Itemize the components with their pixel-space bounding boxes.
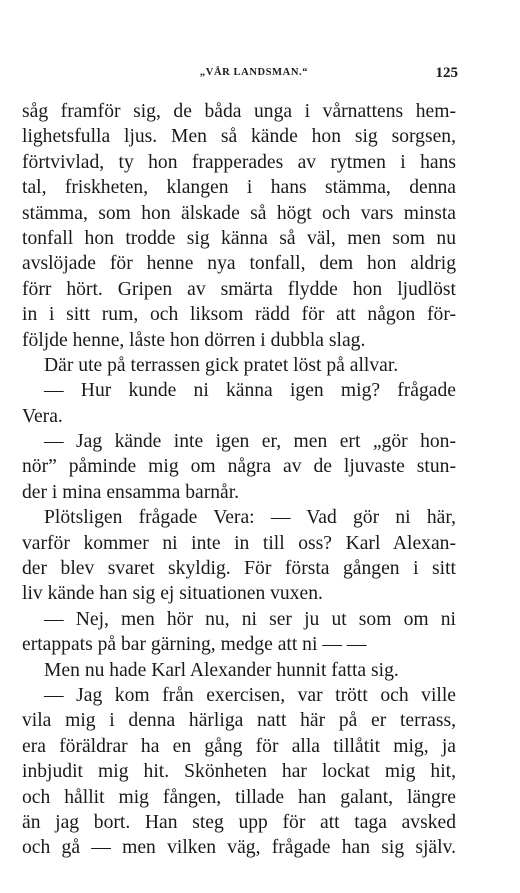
text-line: — Hur kunde ni känna igen mig? frågade — [44, 380, 456, 402]
running-head — [50, 63, 458, 83]
text-line: såg framför sig, de båda unga i vårnattens hem- — [22, 101, 456, 122]
text-line: — Nej, men hör nu, ni ser ju ut som om ni — [44, 608, 456, 630]
text-line: och gå — men vilken väg, frågade han sig själv. — [22, 837, 456, 859]
text-line: in i sitt rum, och liksom rädd för att någon för- — [22, 304, 456, 326]
text-line: era föräldrar ha en gång för alla tillåtit mig, ja — [22, 735, 456, 757]
text-line: inbjudit mig hit. Skönheten har lockat mig hit, — [22, 761, 456, 783]
running-title: „VÅR LANDSMAN.“ — [199, 67, 309, 78]
text-line: liv kände han sig ej situationen vuxen. — [22, 583, 323, 605]
text-line: Vera. — [22, 405, 63, 427]
text-line: stämma, som hon älskade så högt och vars minsta — [22, 202, 456, 224]
body-text — [22, 99, 456, 861]
text-line: avslöjade för henne nya tonfall, dem hon aldrig — [22, 253, 456, 275]
page-number: 125 — [435, 65, 458, 81]
text-line: förtvivlad, ty hon frapperades av rytmen i hans — [22, 151, 456, 173]
text-line: — Jag kände inte igen er, men ert „gör hon- — [44, 431, 456, 453]
text-line: varför kommer ni inte in till oss? Karl Alexan- — [22, 532, 456, 554]
text-line: förr hört. Gripen av smärta flydde hon ljudlöst — [22, 278, 456, 300]
text-line: än jag bort. Han steg upp för att taga avsked — [22, 811, 456, 833]
text-line: ertappats på bar gärning, medge att ni — — — [22, 634, 367, 656]
text-line: följde henne, låste hon dörren i dubbla slag. — [22, 329, 366, 351]
text-line: nör” påminde mig om några av de ljuvaste stun- — [22, 456, 456, 478]
text-line: tonfall hon trodde sig känna så väl, men som nu — [22, 227, 456, 249]
text-line: Men nu hade Karl Alexander hunnit fatta sig. — [44, 659, 399, 681]
text-line: der i mina ensamma barnår. — [22, 481, 240, 503]
text-line: vila mig i denna härliga natt här på er terrass, — [22, 710, 456, 732]
text-line: tal, friskheten, klangen i hans stämma, denna — [22, 177, 456, 199]
text-line: — Jag kom från exercisen, var trött och ville — [44, 684, 456, 706]
text-line: Där ute på terrassen gick pratet löst på allvar. — [44, 354, 399, 376]
text-line: Plötsligen frågade Vera: — Vad gör ni här, — [44, 507, 456, 529]
text-line: der blev svaret skyldig. För första gången i sitt — [22, 558, 456, 580]
text-line: lighetsfulla ljus. Men så kände hon sig sorgsen, — [22, 126, 456, 148]
text-line: och hållit mig fången, tillade han galant, längre — [22, 786, 456, 808]
